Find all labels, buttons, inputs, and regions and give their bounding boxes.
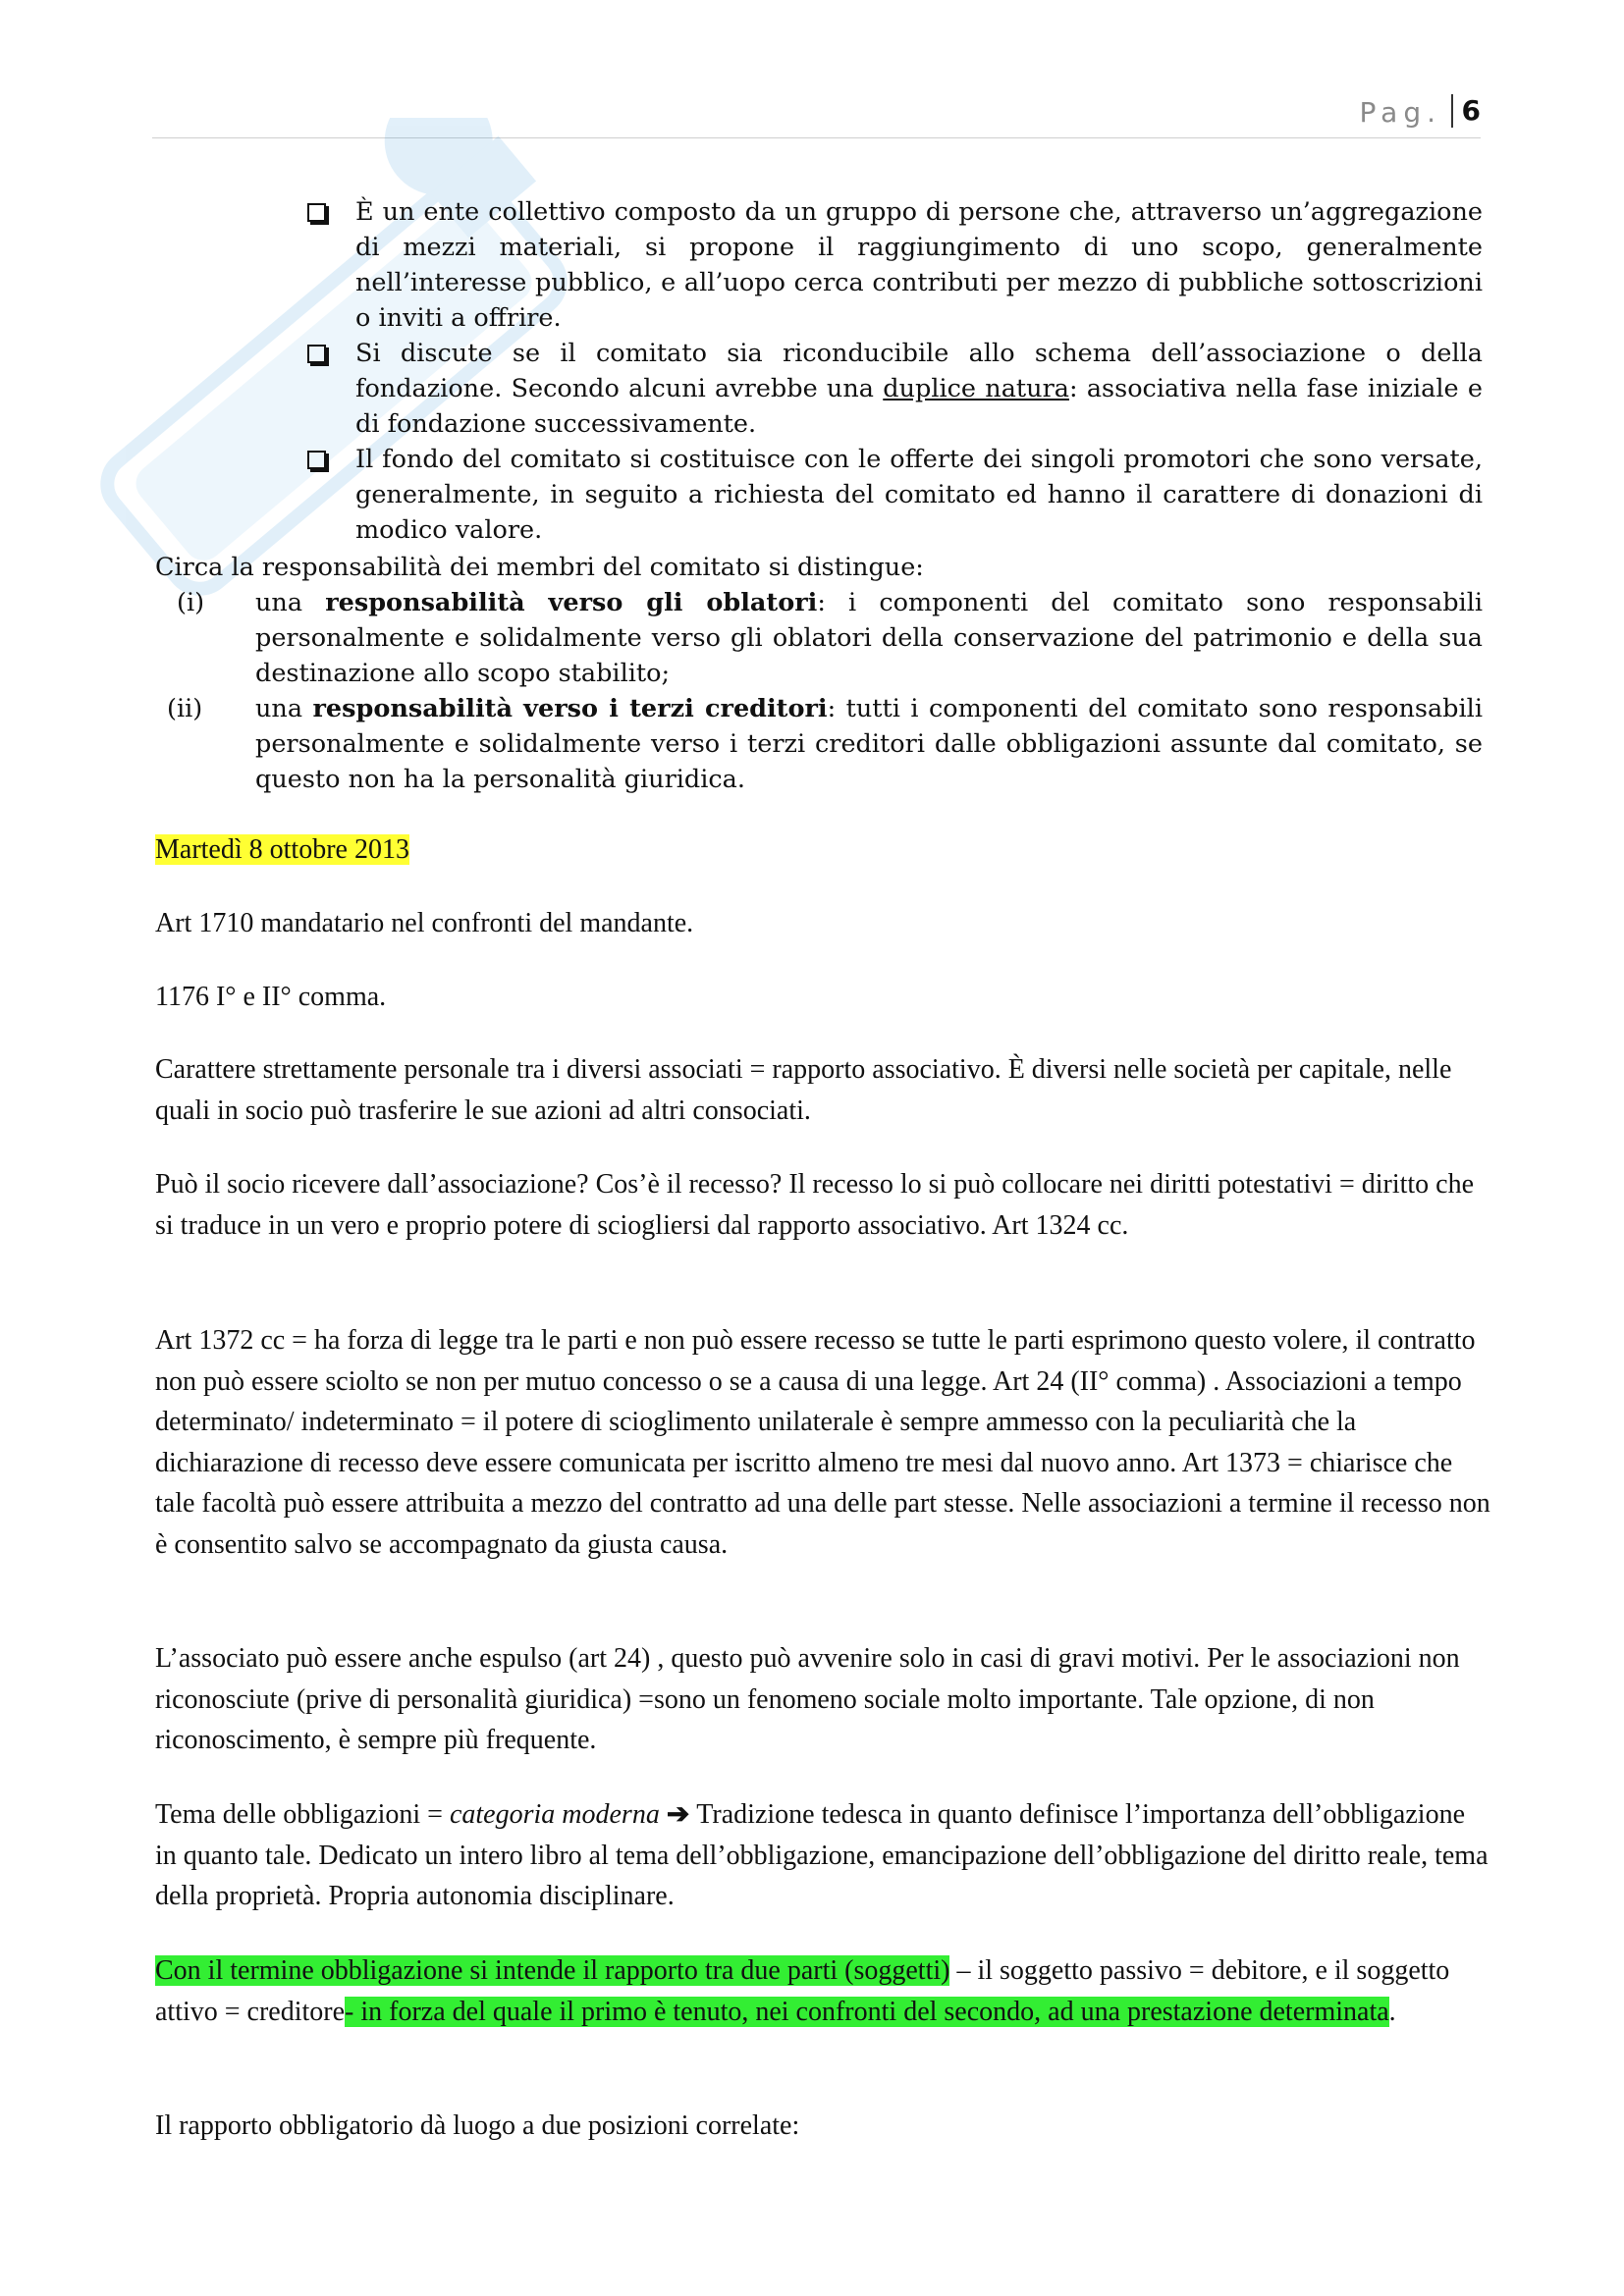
roman-numeral: (ii) bbox=[167, 694, 203, 723]
page-label: Pag. bbox=[1359, 96, 1441, 129]
text-span: Tradizione tedesca in quanto definisce l’importanza dell’obbligazione in quanto tale. Dedicato un intero libro al tema dell’obbligazione, emancipazione dell’obbligazione del diritto reale, tema della proprietà. Propria autonomia disciplinare. bbox=[155, 1799, 1489, 1911]
roman-bold-term: responsabilità verso i terzi creditori bbox=[312, 694, 828, 723]
italic-term: categoria moderna bbox=[449, 1799, 660, 1830]
checkbox-bullet-icon bbox=[307, 203, 326, 222]
arrow-right-icon: ➔ bbox=[659, 1799, 697, 1830]
paragraph-carattere: Carattere strettamente personale tra i diversi associati = rapporto associativo. È diversi nelle società per capitale, nelle quali in socio può trasferire le sue azioni ad altri consociati. bbox=[155, 1054, 1452, 1126]
roman-text bbox=[255, 585, 1483, 691]
roman-bold-term: responsabilità verso gli oblatori bbox=[325, 588, 818, 617]
paragraph-espulso: L’associato può essere anche espulso (art 24) , questo può avvenire solo in casi di gravi motivi. Per le associazioni non riconosciute (prive di personalità giuridica) =sono un fenomeno sociale molto importante. Tale opzione, di non riconoscimento, è sempre più frequente. bbox=[155, 1643, 1460, 1755]
header-separator bbox=[1451, 94, 1453, 128]
bullet-item bbox=[304, 442, 1483, 548]
paragraph-rapporto: Il rapporto obbligatorio dà luogo a due posizioni correlate: bbox=[155, 2110, 800, 2141]
roman-prefix: una bbox=[255, 694, 313, 723]
underlined-term: duplice natura bbox=[883, 374, 1069, 403]
page-number: 6 bbox=[1461, 94, 1481, 127]
paragraph-art1372: Art 1372 cc = ha forza di legge tra le parti e non può essere recesso se tutte le parti esprimono questo volere, il contratto non può essere sciolto se non per mutuo concesso o se a causa di una legge. Art 24 (II° comma) . Associazioni a tempo determinato/ indeterminato = il potere di scioglimento unilaterale è sempre ammesso con la peculiarità che la dichiarazione di recesso deve essere comunicata per iscritto almeno tre mesi dal nuovo anno. Art 1373 = chiarisce che tale facoltà può essere attribuita a mezzo del contratto ad una delle part stesse. Nelle associazioni a termine il recesso non è consentito salvo se accompagnato da giusta causa. bbox=[155, 1325, 1490, 1560]
bullet-list bbox=[304, 194, 1483, 548]
green-highlight: Con il termine obbligazione si intende il rapporto tra due parti (soggetti) bbox=[155, 1955, 950, 1986]
bullet-item bbox=[304, 194, 1483, 336]
bullet-item bbox=[304, 336, 1483, 442]
paragraph-recesso: Può il socio ricevere dall’associazione? Cos’è il recesso? Il recesso lo si può collocare nei diritti potestativi = diritto che si traduce in un vero e proprio potere di sciogliersi dal rapporto associativo. Art 1324 cc. bbox=[155, 1169, 1475, 1241]
paragraph-1176: 1176 I° e II° comma. bbox=[155, 982, 387, 1012]
text-span: Tema delle obbligazioni = bbox=[155, 1799, 450, 1830]
bullet-text: Si discute se il comitato sia riconducibile allo schema dell’associazione o della fondazione. Secondo alcuni avrebbe una bbox=[355, 339, 1483, 403]
date-heading bbox=[155, 829, 1490, 871]
text-span: . bbox=[1388, 1996, 1396, 2027]
bullet-text: È un ente collettivo composto da un gruppo di persone che, attraverso un’aggregazione di mezzi materiali, si propone il raggiungimento di uno scopo, generalmente nell’interesse pubblico, e all’uopo cerca contributi per mezzo di pubbliche sottoscrizioni o inviti a offrire. bbox=[355, 197, 1483, 333]
date-highlight: Martedì 8 ottobre 2013 bbox=[155, 834, 409, 865]
paragraph-art1710: Art 1710 mandatario nel confronti del mandante. bbox=[155, 908, 694, 938]
checkbox-bullet-icon bbox=[307, 451, 326, 469]
text-span: – il soggetto passivo = debitore, e il soggetto attivo = creditore bbox=[155, 1955, 1450, 2027]
bullet-text: : associativa nella fase iniziale e di fondazione successivamente. bbox=[355, 374, 1483, 439]
roman-rest: : tutti i componenti del comitato sono responsabili personalmente e solidalmente verso i terzi creditori dalle obbligazioni assunte dal comitato, se questo non ha la personalità giuridica. bbox=[255, 694, 1483, 794]
checkbox-bullet-icon bbox=[307, 345, 326, 363]
paragraph-definizione bbox=[155, 1950, 1490, 2032]
paragraph-obbligazioni bbox=[155, 1794, 1490, 1917]
roman-item bbox=[155, 691, 1483, 797]
page-header bbox=[152, 94, 1481, 138]
roman-numeral: (i) bbox=[177, 588, 205, 617]
roman-rest: : i componenti del comitato sono responsabili personalmente e solidalmente verso gli oblatori della conservazione del patrimonio e della sua destinazione allo scopo stabilito; bbox=[255, 588, 1484, 688]
roman-item bbox=[155, 585, 1483, 691]
roman-text bbox=[255, 691, 1483, 797]
responsabilita-intro: Circa la responsabilità dei membri del comitato si distingue: bbox=[155, 553, 924, 582]
bullet-text: Il fondo del comitato si costituisce con le offerte dei singoli promotori che sono versate, generalmente, in seguito a richiesta del comitato ed hanno il carattere di donazioni di modico valore. bbox=[355, 445, 1483, 545]
green-highlight: - in forza del quale il primo è tenuto, nei confronti del secondo, ad una prestazione determinata bbox=[345, 1996, 1389, 2027]
roman-prefix: una bbox=[255, 588, 326, 617]
